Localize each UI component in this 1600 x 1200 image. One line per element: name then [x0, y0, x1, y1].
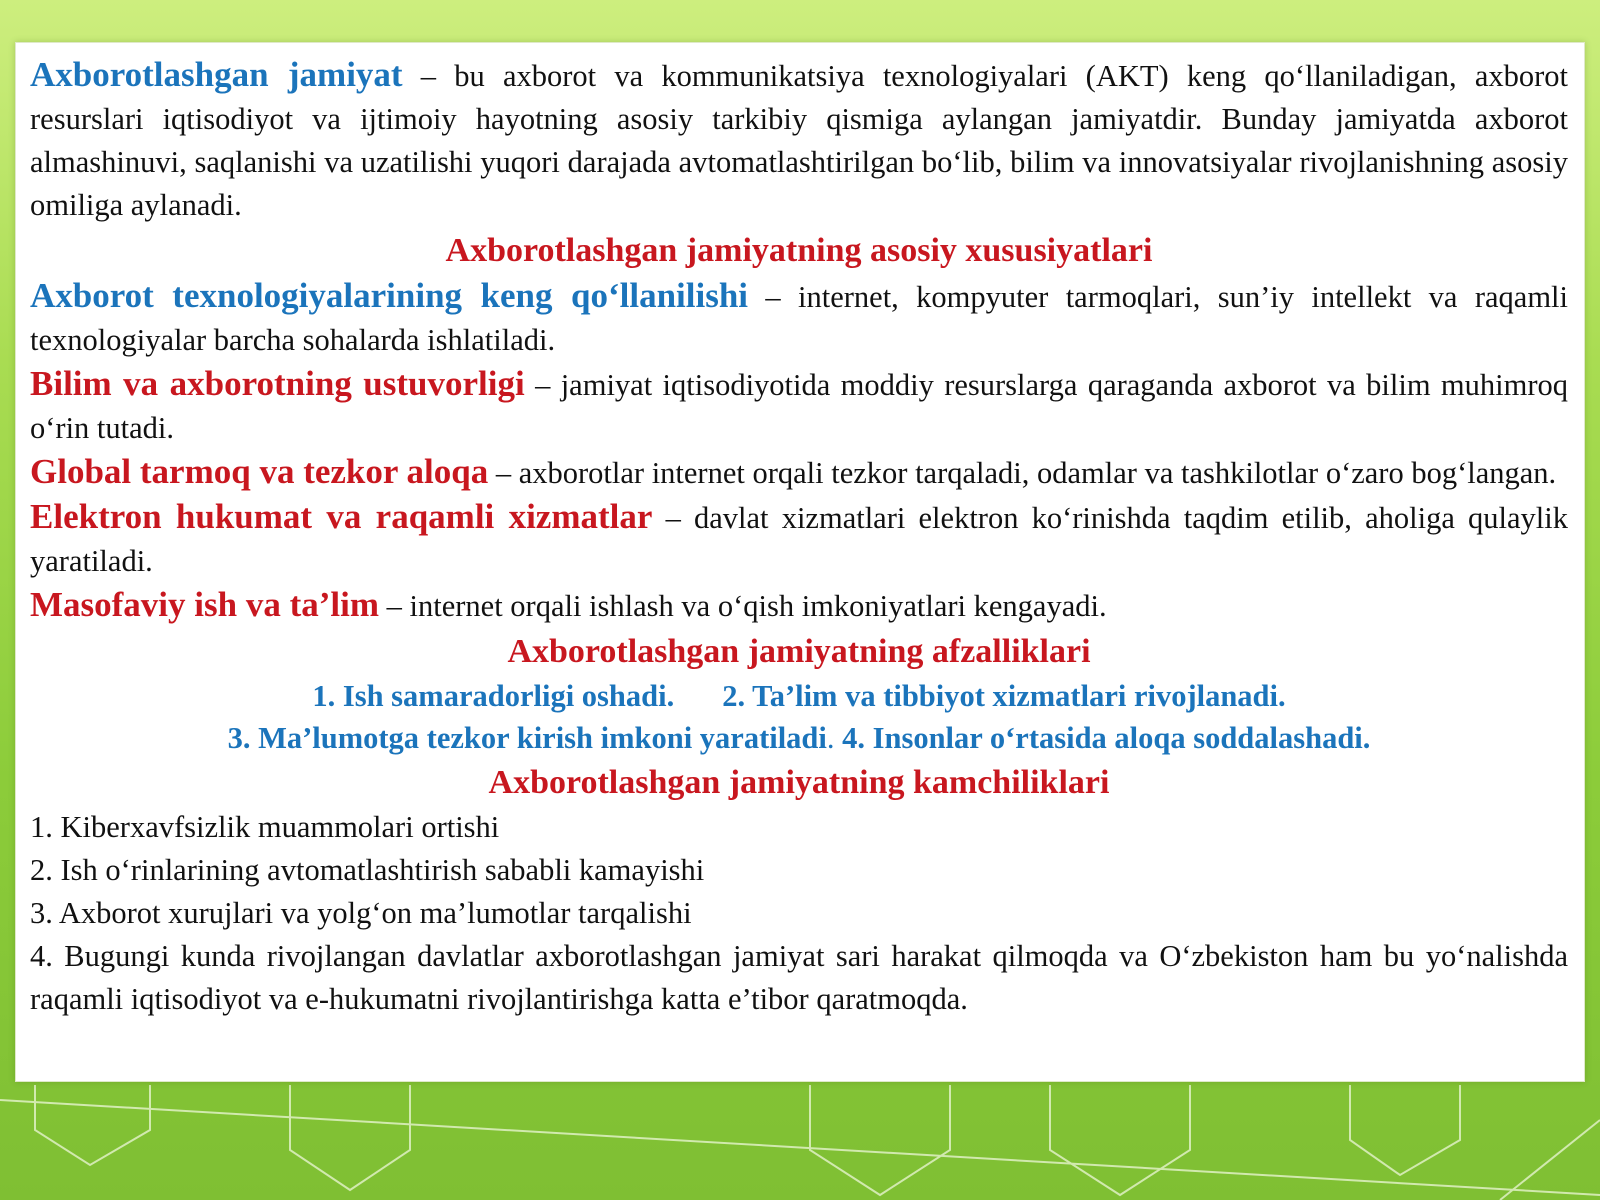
features-heading: Axborotlashgan jamiyatning asosiy xususiyatlari	[445, 232, 1153, 269]
feature-item-2	[30, 362, 1568, 450]
advantage-separator: .	[826, 721, 835, 755]
advantages-heading: Axborotlashgan jamiyatning afzalliklari	[507, 633, 1091, 670]
advantage-item: 4. Insonlar o‘rtasida aloqa soddalashadi.	[842, 721, 1371, 755]
disadvantage-item-4: 4. Bugungi kunda rivojlangan davlatlar axborotlashgan jamiyat sari harakat qilmoqda va O‘zbekiston ham bu yo‘nalishda raqamli iqtisodiyot va e-hukumatni rivojlantirishga katta e’tibor qaratmoqda.	[30, 939, 1568, 1016]
feature-term: Masofaviy ish va ta’lim	[30, 585, 380, 624]
feature-text: – davlat xizmatlari elektron ko‘rinishda taqdim etilib, aholiga qulaylik yaratiladi.	[30, 501, 1568, 578]
feature-text: – internet, kompyuter tarmoqlari, sun’iy intellekt va raqamli texnologiyalar barcha sohalarda ishlatiladi.	[30, 280, 1568, 357]
disadvantage-item-1: 1. Kiberxavfsizlik muammolari ortishi	[30, 810, 500, 844]
feature-item-4	[30, 495, 1568, 583]
disadvantage-item-3: 3. Axborot xurujlari va yolg‘on ma’lumotlar tarqalishi	[30, 896, 692, 930]
feature-item-3	[30, 450, 1568, 495]
feature-term: Elektron hukumat va raqamli xizmatlar	[30, 497, 653, 536]
intro-text: – bu axborot va kommunikatsiya texnologiyalari (AKT) keng qo‘llaniladigan, axborot resurslari iqtisodiyot va ijtimoiy hayotning asosiy tarkibiy qismiga aylangan jamiyatdir. Bunday jamiyatda axborot almashinuvi, saqlanishi va uzatilishi yuqori darajada avtomatlashtirilgan bo‘lib, bilim va innovatsiyalar rivojlanishning asosiy omiliga aylanadi.	[30, 59, 1568, 222]
advantage-item: 3. Ma’lumotga tezkor kirish imkoni yaratiladi	[227, 721, 827, 755]
feature-text: – internet orqali ishlash va o‘qish imkoniyatlari kengayadi.	[379, 589, 1107, 623]
feature-term: Axborot texnologiyalarining keng qo‘llanilishi	[30, 276, 749, 315]
advantage-item: 2. Ta’lim va tibbiyot xizmatlari rivojlanadi.	[722, 679, 1286, 713]
advantage-item: 1. Ish samaradorligi oshadi.	[312, 679, 675, 713]
disadvantages-heading: Axborotlashgan jamiyatning kamchiliklari	[488, 764, 1110, 801]
feature-term: Global tarmoq va tezkor aloqa	[30, 452, 489, 491]
feature-text: – jamiyat iqtisodiyotida moddiy resurslarga qaraganda axborot va bilim muhimroq o‘rin tutadi.	[30, 368, 1568, 445]
advantages-row-2	[30, 717, 1568, 759]
feature-item-1	[30, 274, 1568, 362]
advantages-row-1	[30, 675, 1568, 717]
intro-term: Axborotlashgan jamiyat	[30, 55, 403, 94]
disadvantage-item-2: 2. Ish o‘rinlarining avtomatlashtirish sababli kamayishi	[30, 853, 705, 887]
feature-text: – axborotlar internet orqali tezkor tarqaladi, odamlar va tashkilotlar o‘zaro bog‘langan.	[488, 456, 1557, 490]
feature-term: Bilim va axborotning ustuvorligi	[30, 364, 525, 403]
content-panel	[15, 42, 1585, 1082]
feature-item-5	[30, 583, 1568, 628]
intro-paragraph	[30, 53, 1568, 227]
